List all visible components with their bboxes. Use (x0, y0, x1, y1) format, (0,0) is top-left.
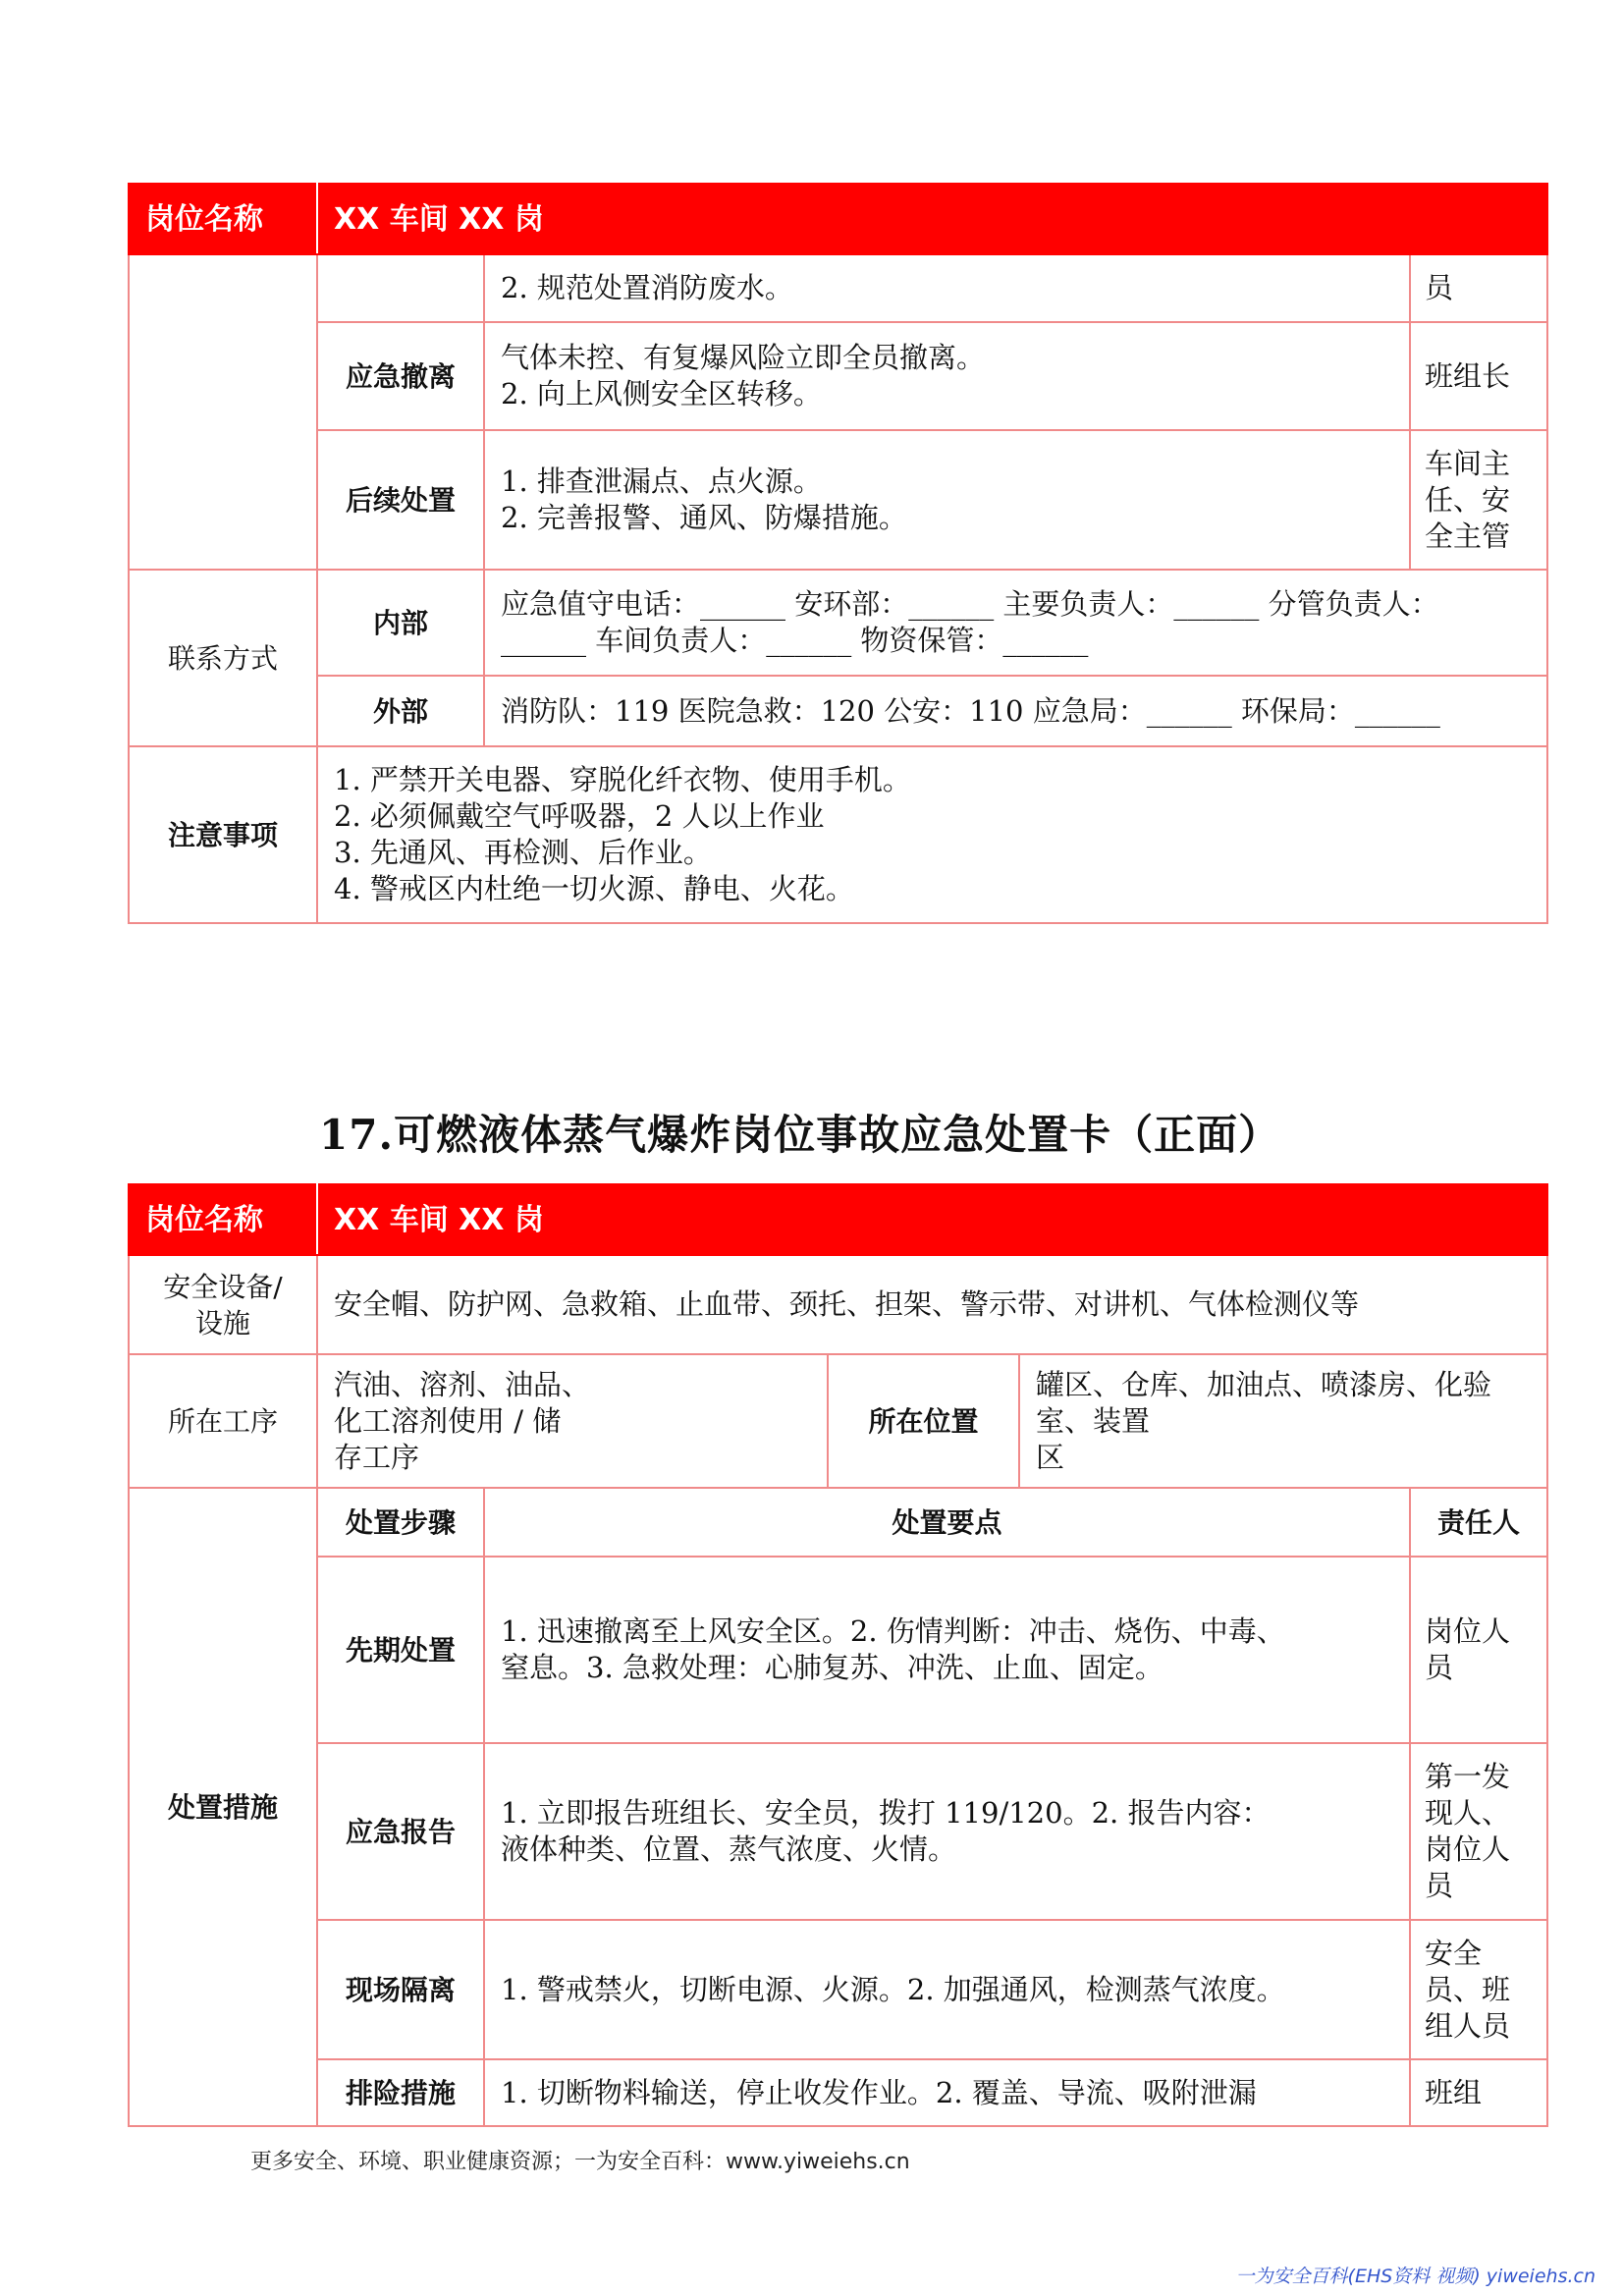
equipment-value: 安全帽、防护网、急救箱、止血带、颈托、担架、警示带、对讲机、气体检测仪等 (317, 1255, 1547, 1354)
measure-row (129, 1557, 1547, 1743)
measure-points (484, 322, 1410, 430)
resp-line: 班组长 (1425, 358, 1511, 393)
contact-internal-label: 内部 (317, 570, 484, 676)
resp-line: 班组 (1425, 2075, 1483, 2109)
point-line: 1. 排查泄漏点、点火源。 (501, 465, 822, 498)
contact-external-value: 消防队：119 医院急救：120 公安：110 应急局：______ 环保局：______ (484, 676, 1547, 746)
col-points-header: 处置要点 (484, 1488, 1410, 1557)
notes-label: 注意事项 (129, 746, 317, 923)
measure-points (484, 1920, 1410, 2059)
process-line: 化工溶剂使用 / 储 (334, 1404, 562, 1438)
post-name-value: XX 车间 XX 岗 (317, 1184, 1547, 1255)
location-label: 所在位置 (828, 1354, 1019, 1488)
resp-line: 第一发 (1425, 1760, 1511, 1793)
measure-step: 后续处置 (317, 430, 484, 570)
location-value (1019, 1354, 1547, 1488)
measure-responsible (1410, 1920, 1547, 2059)
col-resp-header: 责任人 (1410, 1488, 1547, 1557)
process-line: 存工序 (334, 1441, 420, 1474)
equipment-label (129, 1255, 317, 1354)
note-line: 2. 必须佩戴空气呼吸器，2 人以上作业 (334, 799, 825, 833)
point-line: 2. 规范处置消防废水。 (501, 271, 793, 304)
measure-row (129, 1743, 1547, 1920)
point-line: 窒息。3. 急救处理：心肺复苏、冲洗、止血、固定。 (501, 1651, 1163, 1684)
measure-points (484, 254, 1410, 322)
point-line: 1. 切断物料输送，停止收发作业。2. 覆盖、导流、吸附泄漏 (501, 2075, 1257, 2109)
measure-step: 应急报告 (317, 1743, 484, 1920)
contact-internal-value (484, 570, 1547, 676)
label-line: 安全设备/ (163, 1270, 283, 1303)
contact-external-row (129, 676, 1547, 746)
process-row (129, 1354, 1547, 1488)
resp-line: 组人员 (1425, 2008, 1511, 2043)
measure-row (129, 430, 1547, 570)
point-line: 2. 完善报警、通风、防爆措施。 (501, 501, 907, 534)
resp-line: 全主管 (1425, 519, 1511, 553)
footer-text: 更多安全、环境、职业健康资源；一为安全百科：www.yiweiehs.cn (250, 2150, 910, 2174)
post-name-label: 岗位名称 (129, 1184, 317, 1255)
measure-points (484, 430, 1410, 570)
measures-label: 处置措施 (129, 1488, 317, 2126)
equipment-row (129, 1255, 1547, 1354)
watermark-link[interactable]: 一为安全百科(EHS资料 视频) yiweiehs.cn (1235, 2266, 1596, 2287)
measure-responsible (1410, 1557, 1547, 1743)
measure-row (129, 322, 1547, 430)
location-line: 区 (1036, 1441, 1065, 1474)
measure-responsible (1410, 2059, 1547, 2126)
measures-label-cell (129, 254, 317, 570)
resp-line: 员 (1425, 1651, 1454, 1684)
emergency-card (128, 1183, 1548, 2127)
measures-header-row (129, 1488, 1547, 1557)
label-line: 设施 (194, 1306, 250, 1339)
resp-line: 员、班 (1425, 1972, 1511, 2006)
post-name-label: 岗位名称 (129, 184, 317, 254)
measure-points (484, 1743, 1410, 1920)
contact-line: 应急值守电话：______ 安环部：______ 主要负责人：______ 分管负责人： (501, 587, 1439, 621)
resp-line: 岗位人 (1425, 1614, 1511, 1648)
card-header-row (129, 1184, 1547, 1255)
measure-row (129, 2059, 1547, 2126)
point-line: 2. 向上风侧安全区转移。 (501, 377, 822, 410)
measure-step: 应急撤离 (317, 322, 484, 430)
contact-internal-row (129, 570, 1547, 676)
measure-responsible (1410, 322, 1547, 430)
measure-points (484, 1557, 1410, 1743)
note-line: 4. 警戒区内杜绝一切火源、静电、火花。 (334, 872, 854, 905)
measure-step (317, 254, 484, 322)
card-title: 17.可燃液体蒸气爆炸岗位事故应急处置卡（正面） (319, 1111, 1281, 1159)
post-name-value: XX 车间 XX 岗 (317, 184, 1547, 254)
resp-line: 岗位人 (1425, 1832, 1511, 1866)
resp-line: 安全 (1425, 1936, 1483, 1970)
col-step-header: 处置步骤 (317, 1488, 484, 1557)
measure-step: 先期处置 (317, 1557, 484, 1743)
point-line: 1. 迅速撤离至上风安全区。2. 伤情判断：冲击、烧伤、中毒、 (501, 1614, 1285, 1648)
resp-line: 现人、 (1425, 1796, 1511, 1830)
process-label: 所在工序 (129, 1354, 317, 1488)
emergency-card-continued (128, 183, 1548, 924)
card-header-row (129, 184, 1547, 254)
notes-value (317, 746, 1547, 923)
resp-line: 任、安 (1425, 482, 1511, 517)
contact-external-label: 外部 (317, 676, 484, 746)
contact-label: 联系方式 (129, 570, 317, 746)
measure-step: 排险措施 (317, 2059, 484, 2126)
notes-row (129, 746, 1547, 923)
point-line: 1. 警戒禁火，切断电源、火源。2. 加强通风，检测蒸气浓度。 (501, 1972, 1285, 2006)
resp-line: 车间主 (1425, 446, 1511, 480)
measure-responsible (1410, 254, 1547, 322)
measure-step: 现场隔离 (317, 1920, 484, 2059)
point-line: 气体未控、有复爆风险立即全员撤离。 (501, 341, 986, 374)
process-value (317, 1354, 828, 1488)
point-line: 液体种类、位置、蒸气浓度、火情。 (501, 1832, 957, 1866)
point-line: 1. 立即报告班组长、安全员，拨打 119/120。2. 报告内容： (501, 1796, 1271, 1830)
contact-line: ______ 车间负责人：______ 物资保管：______ (501, 624, 1089, 657)
note-line: 3. 先通风、再检测、后作业。 (334, 836, 712, 869)
resp-line: 员 (1425, 1869, 1454, 1902)
measure-row (129, 1920, 1547, 2059)
measure-responsible (1410, 1743, 1547, 1920)
location-line: 罐区、仓库、加油点、喷漆房、化验室、装置 (1036, 1368, 1492, 1438)
note-line: 1. 严禁开关电器、穿脱化纤衣物、使用手机。 (334, 763, 911, 796)
measure-responsible (1410, 430, 1547, 570)
process-line: 汽油、溶剂、油品、 (334, 1368, 591, 1401)
measure-points (484, 2059, 1410, 2126)
measure-row (129, 254, 1547, 322)
resp-line: 员 (1425, 271, 1454, 304)
